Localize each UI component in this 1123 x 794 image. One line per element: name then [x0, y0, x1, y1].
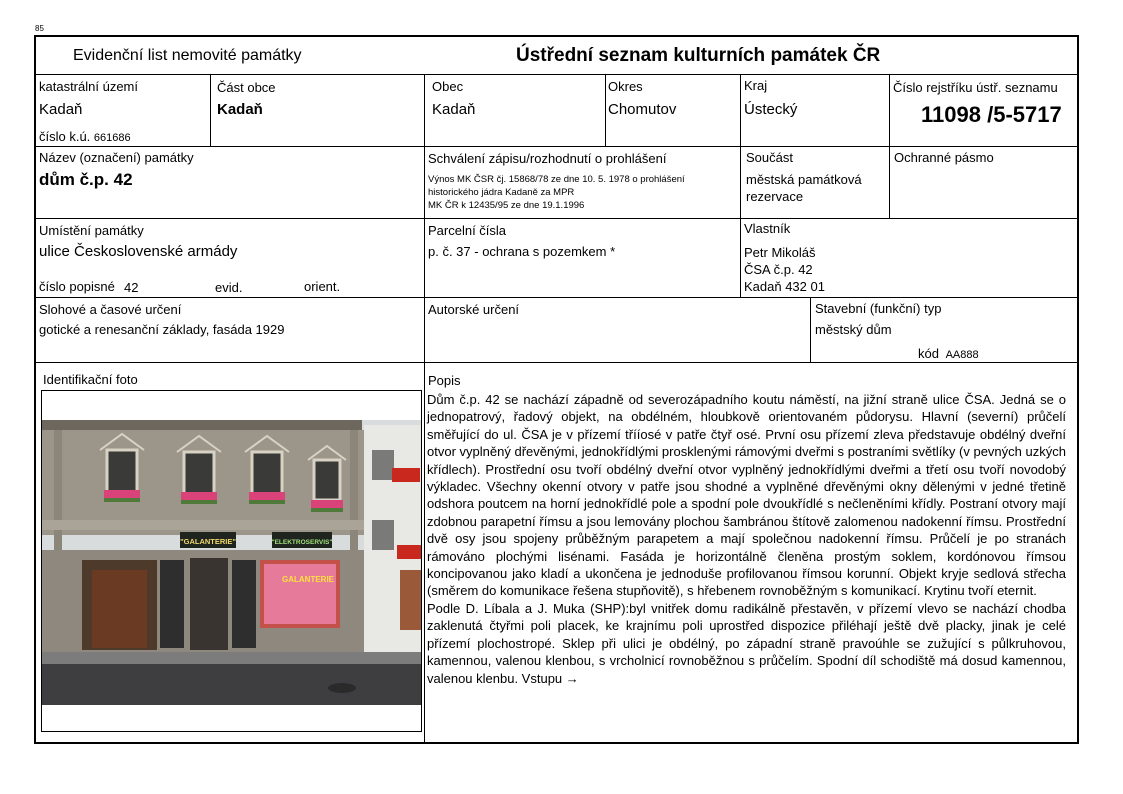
- typ-label: Stavební (funkční) typ: [815, 301, 942, 316]
- vlastnik-line3: Kadaň 432 01: [744, 279, 825, 294]
- rejstrik-value-a: 11098: [921, 102, 981, 127]
- divider: [35, 362, 1079, 363]
- ku-number: [39, 129, 131, 144]
- kod-value: AA888: [945, 349, 979, 361]
- vlastnik-line2: ČSA č.p. 42: [744, 262, 813, 277]
- orient-label: orient.: [304, 279, 341, 294]
- divider: [810, 298, 811, 362]
- cast-obce-value: Kadaň: [217, 101, 263, 118]
- obec-value: Kadaň: [432, 101, 476, 118]
- divider: [740, 75, 741, 297]
- divider: [35, 218, 1079, 219]
- kod: [918, 346, 979, 361]
- sloh-label: Slohové a časové určení: [39, 302, 182, 317]
- umisteni-value: ulice Československé armády: [39, 243, 238, 260]
- cp-value: 42: [124, 280, 139, 295]
- nazev-label: Název (označení) památky: [39, 150, 194, 165]
- evid-label: evid.: [215, 280, 243, 295]
- vlastnik-line1: Petr Mikoláš: [744, 245, 816, 260]
- ku-value: 661686: [93, 132, 131, 144]
- pasmo-label: Ochranné pásmo: [894, 150, 994, 165]
- parcelni-label: Parcelní čísla: [428, 223, 507, 238]
- cast-obce-label: Část obce: [217, 80, 276, 95]
- elektroservis-sign: "ELEKTROSERVIS": [271, 539, 333, 546]
- soucast-line1: městská památková: [746, 172, 862, 187]
- galanterie-sign: "GALANTERIE": [180, 537, 236, 546]
- typ-value: městský dům: [815, 322, 892, 337]
- autor-label: Autorské určení: [428, 302, 520, 317]
- rejstrik-label: Číslo rejstříku ústř. seznamu: [893, 80, 1058, 95]
- rejstrik-number: [921, 102, 1062, 128]
- nazev-value: dům č.p. 42: [39, 170, 133, 189]
- schvaleni-line1: Výnos MK ČSR čj. 15868/78 ze dne 10. 5. 1978 o prohlášení: [428, 174, 685, 185]
- okres-label: Okres: [608, 79, 643, 94]
- schvaleni-label: Schválení zápisu/rozhodnutí o prohlášení: [428, 151, 667, 166]
- vlastnik-label: Vlastník: [744, 221, 791, 236]
- kraj-value: Ústecký: [744, 101, 798, 118]
- umisteni-label: Umístění památky: [39, 223, 144, 238]
- description-paragraph: Podle D. Líbala a J. Muka (SHP):byl vnitřek domu radikálně přestavěn, v přízemí vlevo se nachází chodba zaklenutá čtyřmi poli placek, ke krajnímu poli uprostřed dispozice přiléhají ještě dvě placky, jinak je celé přízemí plochostropé. Sklep při ulici je obdélný, po západní straně pravoúhle se zužující s půlkruhovou, kamennou, valenou klenbou, s vrcholnicí rovnoběžnou s průčelím. Spodní díl schodiště má dosud kamennou, valenou klenbu. Vstupu →: [427, 600, 1066, 686]
- obec-label: Obec: [432, 79, 464, 94]
- okres-value: Chomutov: [608, 101, 677, 118]
- popis-label: Popis: [428, 373, 461, 388]
- divider: [35, 297, 1079, 298]
- schvaleni-line3: MK ČR k 12435/95 ze dne 19.1.1996: [428, 200, 585, 211]
- shop-window-sign: GALANTERIE: [282, 575, 334, 584]
- building-photo: [42, 420, 421, 705]
- katastr-label: katastrální území: [39, 79, 138, 94]
- divider: [35, 146, 1079, 147]
- description-text: [427, 391, 1066, 687]
- kraj-label: Kraj: [744, 78, 768, 93]
- divider: [210, 75, 211, 146]
- divider: [424, 75, 425, 743]
- cp-label: číslo popisné: [39, 279, 115, 294]
- sheet-title: Evidenční list nemovité památky: [73, 47, 302, 64]
- register-title: Ústřední seznam kulturních památek ČR: [516, 45, 881, 66]
- divider: [889, 75, 890, 218]
- divider: [605, 75, 606, 146]
- page-number: 85: [35, 24, 44, 33]
- parcelni-value: p. č. 37 - ochrana s pozemkem *: [428, 244, 616, 259]
- kod-label: kód: [918, 346, 939, 361]
- ku-label: číslo k.ú.: [39, 129, 91, 144]
- divider: [35, 74, 1079, 75]
- photo-label: Identifikační foto: [43, 372, 138, 387]
- sloh-value: gotické a renesanční základy, fasáda 1929: [39, 322, 285, 337]
- rejstrik-value-b: /5-5717: [987, 102, 1062, 127]
- katastr-value: Kadaň: [39, 101, 83, 118]
- description-paragraph: Dům č.p. 42 se nachází západně od severozápadního koutu náměstí, na jižní straně ulice ČSA. Jedná se o jednopatrový, řadový objekt, na obdélném, hloubkově orientovaném půdorysu. Hlavní (severní) průčelí směřující do ul. ČSA je v přízemí třííosé v patře čtyř osé. První osu přízemí zleva představuje obdélný dveřní otvor vyplněný dřevěnými, jednokřídlými prosklenými rámovými dveřmi s postraními světlíky (v pevných uzkých křídlech). Prostřední osu tvoří obdélný dveřní otvor vyplněný jednokřídlými dveřmi a třetí osu tvoří novodobý výkladec. Všechny okenní otvory v patře jsou shodné a vyplněné dřevěnými okny dělenými v jedné třetině odshora poutcem na horní jednokřídlé pole a spodní pole dvoukřídlé s nečleněními křídly. Postraní otvory mají zdobnou parapetní římsu a jsou lemovány plochou šambránou štítově zalomenou nadokenní římsu. Prostřední dvě osy jsou spojeny průběžným parapetem a mají společnou nadokenní římsu. Průčelí je po stranách rámováno plochými lisénami. Fasáda je horizontálně členěna prostým soklem, kordónovou římsou koncipovanou jako kladí a ukončena je jednoduše profilovanou římsou korunní. Objekt kryje sedlová střecha (směrem do komunikace řešena stupňovitě), s hřebenem rovnoběžným s komunikací. Krytinu tvoří eternit.: [427, 392, 1066, 599]
- soucast-line2: rezervace: [746, 189, 804, 204]
- schvaleni-line2: historického jádra Kadaně za MPR: [428, 187, 575, 198]
- soucast-label: Součást: [746, 150, 793, 165]
